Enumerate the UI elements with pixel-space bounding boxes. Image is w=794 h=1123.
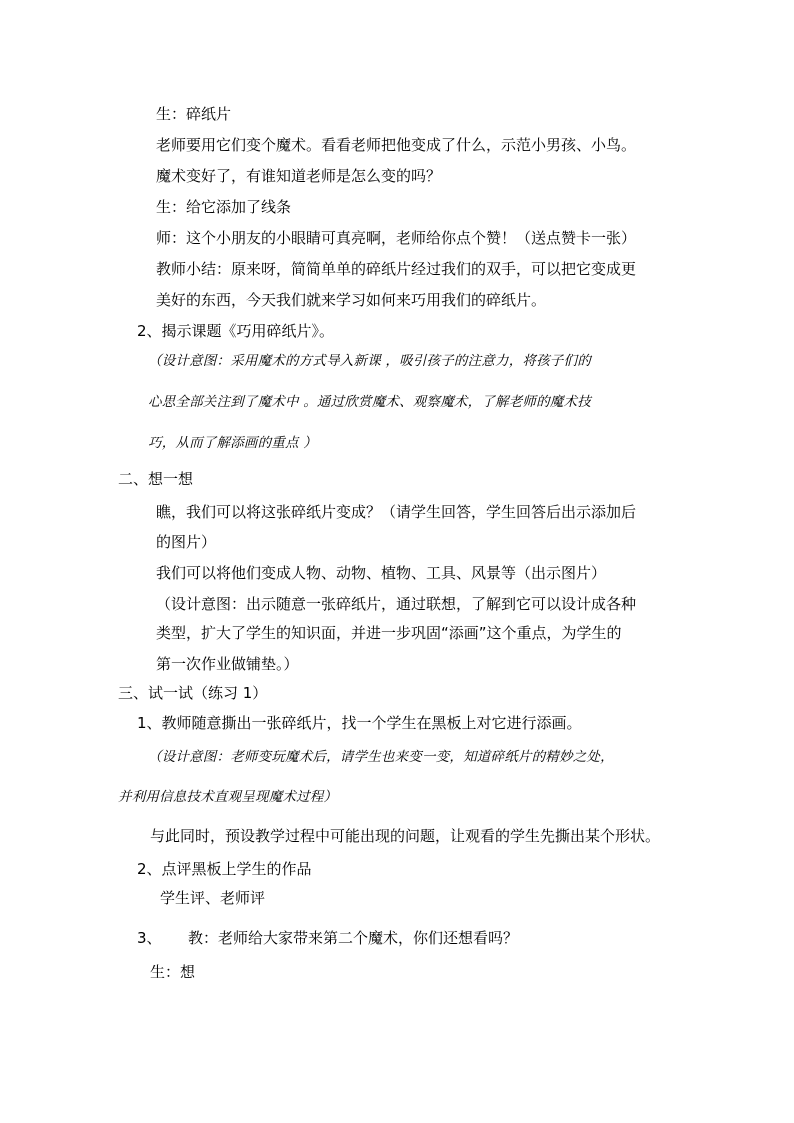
section-heading-3: 三、试一试（练习 1） (118, 684, 268, 702)
text-line-14: 的图片） (156, 533, 217, 551)
section-item-3-number: 3、 (137, 929, 162, 947)
text-line-17: 类型，扩大了学生的知识面，并进一步巩固“添画”这个重点，为学生的 (156, 624, 622, 642)
design-intent-line-3: 巧，从而了解添画的重点 ） (148, 435, 317, 451)
text-line-25: 学生评、老师评 (160, 889, 266, 907)
design-intent-line-4: （设计意图：老师变玩魔术后，请学生也来变一变，知道碎纸片的精妙之处， (148, 749, 614, 765)
text-line-15: 我们可以将他们变成人物、动物、植物、工具、风景等（出示图片） (156, 564, 607, 582)
text-line-1: 生：碎纸片 (156, 105, 232, 123)
section-heading-2: 二、想一想 (118, 470, 194, 488)
text-line-7: 美好的东西，今天我们就来学习如何来巧用我们的碎纸片。 (156, 291, 547, 309)
section-item-2: 2、揭示课题《巧用碎纸片》。 (137, 322, 335, 340)
text-line-13: 瞧，我们可以将这张碎纸片变成？（请学生回答，学生回答后出示添加后 (156, 503, 637, 521)
design-intent-line-2: 心思全部关注到了魔术中 。通过欣赏魔术、观察魔术，了解老师的魔术技 (148, 394, 591, 410)
text-line-16: （设计意图：出示随意一张碎纸片，通过联想，了解到它可以设计成各种 (156, 595, 637, 613)
text-line-4: 生：给它添加了线条 (156, 198, 292, 216)
design-intent-line-1: （设计意图：采用魔术的方式导入新课 ，吸引孩子的注意力，将孩子们的 (148, 353, 591, 369)
text-line-2: 老师要用它们变个魔术。看看老师把他变成了什么，示范小男孩、小鸟。 (156, 136, 637, 154)
text-line-18: 第一次作业做铺垫。） (156, 655, 299, 673)
text-line-28: 生：想 (150, 963, 196, 981)
section-item-1: 1、教师随意撕出一张碎纸片，找一个学生在黑板上对它进行添画。 (137, 714, 582, 732)
text-line-3: 魔术变好了，有谁知道老师是怎么变的吗？ (156, 167, 442, 185)
design-intent-line-5: 并利用信息技术直观呈现魔术过程） (118, 789, 338, 805)
text-line-27: 教：老师给大家带来第二个魔术，你们还想看吗？ (188, 929, 519, 947)
text-line-23: 与此同时，预设教学过程中可能出现的问题，让观看的学生先撕出某个形状。 (150, 827, 661, 845)
text-line-6: 教师小结：原来呀，简简单单的碎纸片经过我们的双手，可以把它变成更 (156, 260, 637, 278)
section-item-2b: 2、点评黑板上学生的作品 (137, 860, 312, 878)
text-line-5: 师：这个小朋友的小眼睛可真亮啊，老师给你点个赞！（送点赞卡一张） (156, 229, 637, 247)
